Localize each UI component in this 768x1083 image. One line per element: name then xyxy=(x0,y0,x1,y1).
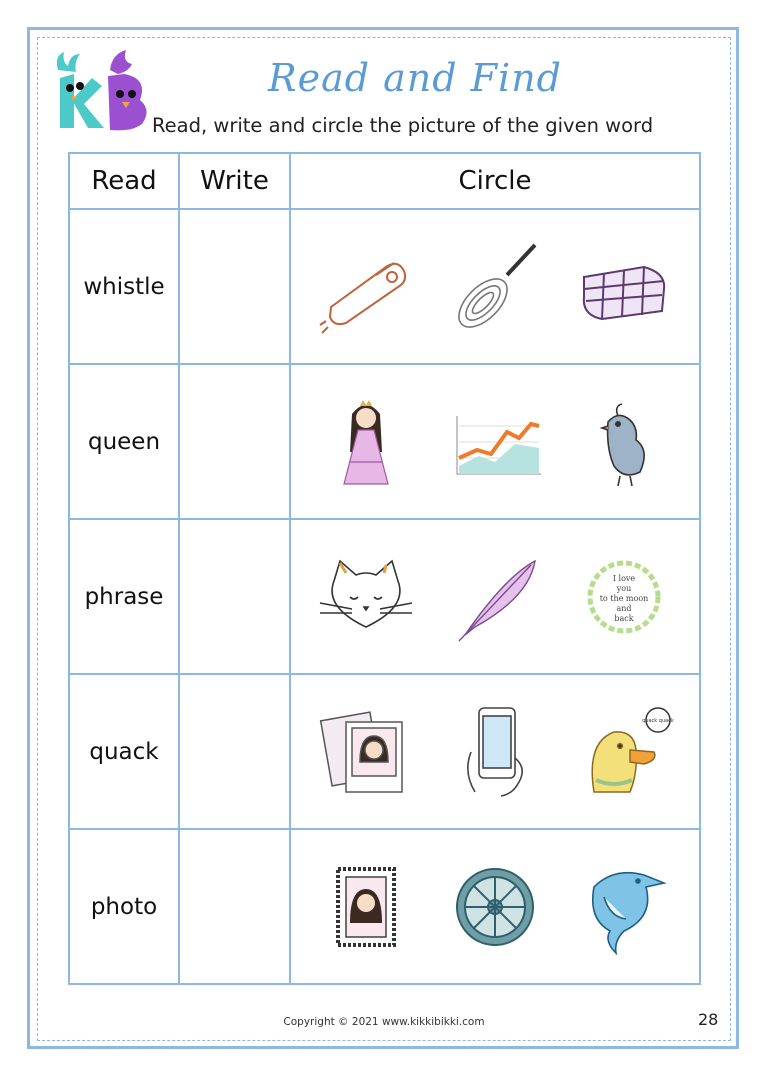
graph-picture[interactable] xyxy=(440,387,550,497)
table-row xyxy=(69,674,700,829)
dolphin-picture[interactable] xyxy=(569,852,679,962)
feather-picture[interactable] xyxy=(440,542,550,652)
instruction-text: Read, write and circle the picture of the given word xyxy=(152,114,654,137)
write-cell[interactable] xyxy=(179,209,290,364)
read-word: phrase xyxy=(69,519,179,674)
column-header-circle: Circle xyxy=(290,153,700,209)
table-row xyxy=(69,829,700,984)
write-cell[interactable] xyxy=(179,674,290,829)
kikkibikki-logo xyxy=(52,48,152,132)
write-cell[interactable] xyxy=(179,519,290,674)
phrase-line-2: you xyxy=(617,583,632,593)
phrase-line-4: and xyxy=(616,603,632,613)
photo-frame-picture[interactable] xyxy=(311,852,421,962)
circle-cell xyxy=(290,519,700,674)
table-row xyxy=(69,519,700,674)
phrase-line-5: back xyxy=(614,613,634,623)
love-phrase-picture[interactable] xyxy=(569,542,679,652)
photos-picture[interactable] xyxy=(311,697,421,807)
quail-picture[interactable] xyxy=(569,387,679,497)
read-word: whistle xyxy=(69,209,179,364)
circle-cell xyxy=(290,364,700,519)
wheel-picture[interactable] xyxy=(440,852,550,962)
circle-cell xyxy=(290,829,700,984)
circle-cell xyxy=(290,209,700,364)
read-word: quack xyxy=(69,674,179,829)
phone-picture[interactable] xyxy=(440,697,550,807)
column-header-read: Read xyxy=(69,153,179,209)
circle-cell xyxy=(290,674,700,829)
table-row xyxy=(69,364,700,519)
write-cell[interactable] xyxy=(179,829,290,984)
whistle-picture[interactable] xyxy=(311,232,421,342)
quack-bubble-text: quack quack xyxy=(642,717,675,724)
worksheet-table xyxy=(68,152,701,985)
duck-quacking-picture[interactable] xyxy=(569,697,679,807)
read-word: photo xyxy=(69,829,179,984)
copyright-footer: Copyright © 2021 www.kikkibikki.com xyxy=(283,1016,485,1028)
phrase-line-1: I love xyxy=(613,573,636,583)
write-cell[interactable] xyxy=(179,364,290,519)
read-word: queen xyxy=(69,364,179,519)
table-header-row xyxy=(69,153,700,209)
column-header-write: Write xyxy=(179,153,290,209)
page-title: Read and Find xyxy=(267,56,562,100)
table-row xyxy=(69,209,700,364)
queen-picture[interactable] xyxy=(311,387,421,497)
quilt-picture[interactable] xyxy=(569,232,679,342)
phrase-line-3: to the moon xyxy=(600,593,649,603)
whisk-picture[interactable] xyxy=(440,232,550,342)
page-number: 28 xyxy=(698,1010,719,1029)
cat-whiskers-picture[interactable] xyxy=(311,542,421,652)
